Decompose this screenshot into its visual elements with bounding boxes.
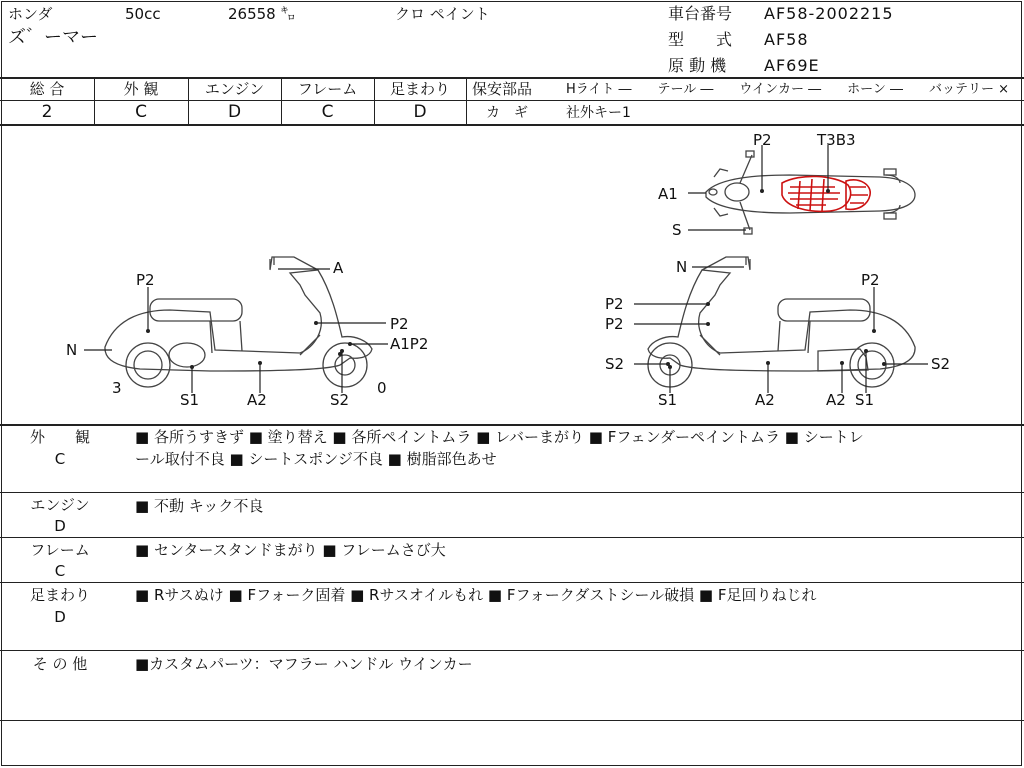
note-text-exterior-cont: ール取付不良 ■ シートスポンジ不良 ■ 樹脂部色あせ	[135, 450, 497, 468]
diagram-label: S1	[855, 391, 875, 409]
note-grade-frame: C	[54, 562, 66, 580]
diagram-label: A1P2	[390, 335, 429, 353]
suspension-grade: D	[413, 102, 427, 122]
damage-diagram	[0, 125, 1024, 424]
diagram-label: S2	[605, 355, 625, 373]
diagram-label: A	[333, 259, 344, 277]
note-text-exterior: ■ 各所うすきず ■ 塗り替え ■ 各所ペイントムラ ■ レバーまがり ■ Fフェンダーペイントムラ ■ シートレ	[135, 428, 864, 446]
divider	[466, 100, 1024, 101]
key-value: 社外キー1	[566, 105, 631, 121]
note-grade-exterior: C	[54, 450, 66, 468]
engine-label: 原 動 機	[668, 56, 727, 75]
overall-grade: 2	[41, 102, 53, 122]
overall-label: 総 合	[29, 80, 65, 98]
diagram-label: P2	[136, 271, 155, 289]
note-text-frame: ■ センタースタンドまがり ■ フレームさび大	[135, 541, 446, 559]
diagram-label: P2	[605, 295, 624, 313]
frame-grade-label: フレーム	[297, 80, 358, 98]
mileage: 26558 ㌔	[228, 5, 296, 23]
diagram-label: A2	[755, 391, 775, 409]
note-grade-suspension: D	[54, 608, 66, 626]
note-label-engine: エンジン	[30, 496, 90, 514]
note-text-other: ■カスタムパーツ：マフラー ハンドル ウインカー	[135, 655, 473, 673]
type-label: 型 式	[668, 30, 733, 49]
diagram-label: P2	[390, 315, 409, 333]
key-label: カ ギ	[486, 105, 528, 121]
exterior-label: 外 観	[123, 80, 159, 98]
diagram-label: T3B3	[817, 131, 856, 149]
frame-no-label: 車台番号	[668, 4, 733, 23]
diagram-label: S1	[658, 391, 678, 409]
note-label-suspension: 足まわり	[29, 586, 90, 604]
right-leader-lines	[634, 267, 928, 393]
divider	[0, 537, 1024, 538]
note-label-other: そ の 他	[32, 655, 88, 673]
diagram-label: S	[672, 221, 682, 239]
diagram-label: N	[66, 341, 78, 359]
note-grade-engine: D	[54, 517, 66, 535]
diagram-label: S1	[180, 391, 200, 409]
diagram-label: S2	[330, 391, 350, 409]
diagram-label: S2	[931, 355, 951, 373]
divider	[0, 582, 1024, 583]
suspension-grade-label: 足まわり	[389, 80, 450, 98]
left-leader-lines	[84, 269, 388, 393]
diagram-label: A2	[826, 391, 846, 409]
diagram-label: P2	[753, 131, 772, 149]
frame-grade: C	[321, 102, 334, 122]
model-name: ズ゛ーマー	[8, 27, 98, 48]
engine-grade: D	[227, 102, 242, 122]
note-label-exterior: 外 観	[29, 428, 90, 446]
engine-value: AF69E	[764, 56, 820, 75]
damage-marks	[782, 176, 870, 211]
diagram-label: P2	[861, 271, 880, 289]
color: クロ ペイント	[395, 5, 490, 23]
exterior-grade: C	[135, 102, 147, 122]
diagram-label: A1	[658, 185, 678, 203]
note-label-frame: フレーム	[30, 541, 90, 559]
right-leader-dots	[666, 302, 886, 369]
divider	[0, 100, 466, 101]
diagram-label: P2	[605, 315, 624, 333]
note-text-suspension: ■ Rサスぬけ ■ Fフォーク固着 ■ Rサスオイルもれ ■ Fフォークダストシール破損 ■ F足回りねじれ	[135, 586, 817, 604]
diagram-label: N	[676, 258, 688, 276]
diagram-label: A2	[247, 391, 267, 409]
diagram-label: 0	[377, 379, 387, 397]
divider	[0, 77, 1024, 79]
note-text-engine: ■ 不動 キック不良	[135, 497, 264, 515]
divider	[466, 78, 467, 124]
engine-grade-label: エンジン	[204, 80, 265, 98]
divider	[0, 650, 1024, 651]
frame-no: AF58-2002215	[764, 4, 894, 23]
type-value: AF58	[764, 30, 809, 49]
safety-label: 保安部品	[472, 80, 533, 98]
diagram-label: 3	[112, 379, 122, 397]
divider	[0, 720, 1024, 721]
safety-items: Hライト ― テール ― ウインカー ― ホーン ― バッテリー ×	[566, 82, 1010, 97]
divider	[0, 492, 1024, 493]
maker: ホンダ	[8, 5, 53, 23]
displacement: 50cc	[125, 5, 161, 23]
